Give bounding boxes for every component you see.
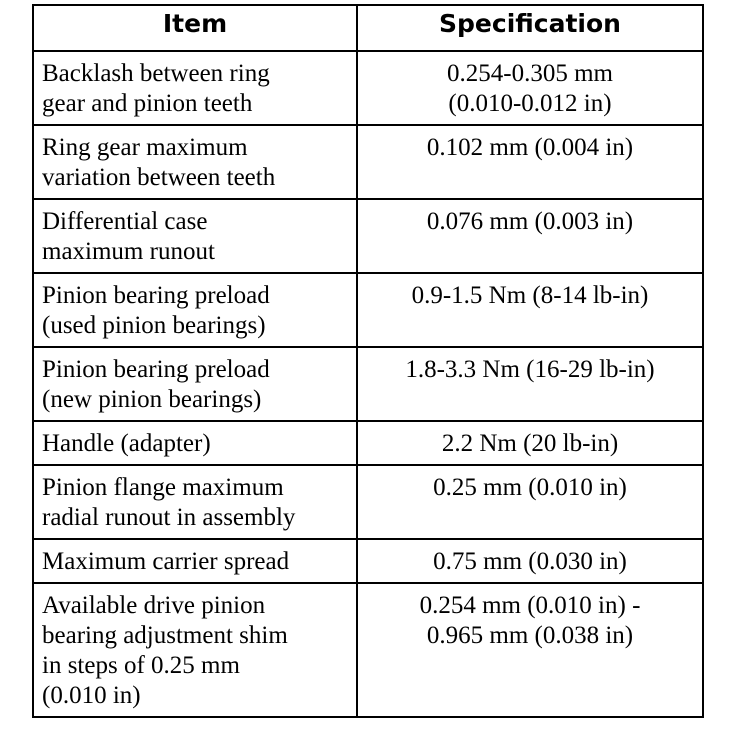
spec-text: 0.9-1.5 Nm (8-14 lb-in) bbox=[411, 282, 649, 309]
table-row bbox=[33, 421, 703, 465]
specification-table bbox=[32, 4, 704, 718]
item-text: Pinion bearing preload (used pinion bearings) bbox=[42, 282, 270, 339]
table-row bbox=[33, 51, 703, 125]
item-cell bbox=[33, 539, 357, 583]
item-text: Pinion bearing preload (new pinion bearings) bbox=[42, 356, 270, 413]
spec-text: 0.254 mm (0.010 in) - 0.965 mm (0.038 in) bbox=[419, 592, 641, 649]
spec-text: 0.75 mm (0.030 in) bbox=[433, 548, 627, 575]
spec-text: 0.254-0.305 mm (0.010-0.012 in) bbox=[447, 60, 613, 117]
spec-cell bbox=[357, 583, 703, 717]
table-row bbox=[33, 125, 703, 199]
spec-cell bbox=[357, 199, 703, 273]
table-header-row bbox=[33, 5, 703, 51]
item-cell bbox=[33, 583, 357, 717]
item-cell bbox=[33, 273, 357, 347]
item-cell bbox=[33, 465, 357, 539]
spec-text: 1.8-3.3 Nm (16-29 lb-in) bbox=[405, 356, 655, 383]
spec-cell bbox=[357, 347, 703, 421]
table-row bbox=[33, 273, 703, 347]
spec-cell bbox=[357, 539, 703, 583]
item-text: Backlash between ring gear and pinion teeth bbox=[42, 60, 270, 117]
item-text: Available drive pinion bearing adjustment shim in steps of 0.25 mm (0.010 in) bbox=[42, 592, 288, 709]
table-row bbox=[33, 199, 703, 273]
column-header-item: Item bbox=[33, 5, 357, 51]
spec-cell bbox=[357, 465, 703, 539]
item-text: Maximum carrier spread bbox=[42, 548, 290, 575]
spec-cell bbox=[357, 421, 703, 465]
item-text: Differential case maximum runout bbox=[42, 208, 215, 265]
table-row bbox=[33, 465, 703, 539]
spec-cell bbox=[357, 125, 703, 199]
spec-cell bbox=[357, 51, 703, 125]
item-text: Pinion flange maximum radial runout in assembly bbox=[42, 474, 296, 531]
spec-cell bbox=[357, 273, 703, 347]
spec-text: 2.2 Nm (20 lb-in) bbox=[441, 430, 619, 457]
spec-text: 0.25 mm (0.010 in) bbox=[433, 474, 627, 501]
item-cell bbox=[33, 51, 357, 125]
item-cell bbox=[33, 421, 357, 465]
item-cell bbox=[33, 125, 357, 199]
column-header-specification: Specification bbox=[357, 5, 703, 51]
table-row bbox=[33, 347, 703, 421]
item-cell bbox=[33, 347, 357, 421]
item-cell bbox=[33, 199, 357, 273]
spec-text: 0.076 mm (0.003 in) bbox=[426, 208, 634, 235]
table-row bbox=[33, 539, 703, 583]
item-text: Handle (adapter) bbox=[42, 430, 211, 457]
item-text: Ring gear maximum variation between teeth bbox=[42, 134, 276, 191]
spec-text: 0.102 mm (0.004 in) bbox=[426, 134, 634, 161]
table-row bbox=[33, 583, 703, 717]
